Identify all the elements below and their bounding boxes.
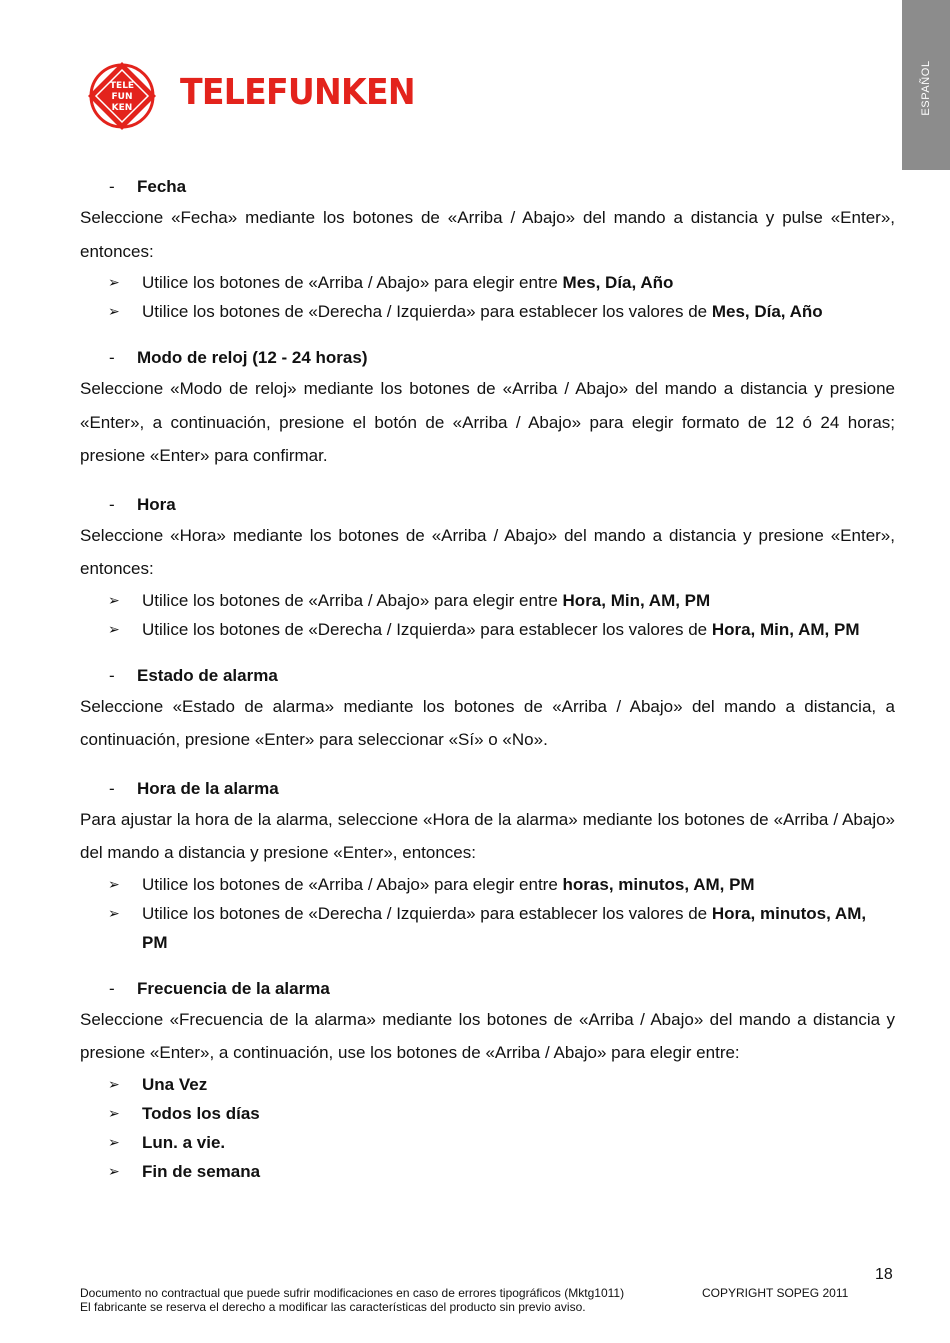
section-title xyxy=(80,173,895,201)
telefunken-emblem-icon xyxy=(84,58,164,134)
section-gap xyxy=(80,644,895,662)
section-title-text: Modo de reloj (12 - 24 horas) xyxy=(137,348,368,367)
arrow-bullet-icon: ➢ xyxy=(108,904,120,921)
section-title-text: Estado de alarma xyxy=(137,665,278,685)
section-title-text: Fecha xyxy=(137,177,187,196)
list-item-text: Utilice los botones de «Derecha / Izquierda» para establecer los valores de xyxy=(142,302,712,321)
section-body: Seleccione «Fecha» mediante los botones de «Arriba / Abajo» del mando a distancia y pulse «Enter», entonces: xyxy=(80,208,895,261)
arrow-bullet-icon: ➢ xyxy=(108,1075,120,1092)
section xyxy=(80,662,895,775)
list-item xyxy=(80,1128,895,1157)
section-title-text: Hora xyxy=(137,494,176,514)
footer xyxy=(80,1286,848,1314)
list-item-bold: Hora, minutos, AM, PM xyxy=(142,903,867,952)
list-item-bold: Hora, Min, AM, PM xyxy=(562,590,711,610)
arrow-bullet-icon: ➢ xyxy=(108,591,120,608)
list-item xyxy=(80,1099,895,1128)
list-item-text: Utilice los botones de «Arriba / Abajo» para elegir entre xyxy=(142,874,563,894)
footer-disclaimer-2: El fabricante se reserva el derecho a modificar las características del producto sin previo aviso. xyxy=(80,1300,586,1314)
list-item xyxy=(80,1070,895,1099)
list-item xyxy=(80,615,895,644)
list-item xyxy=(80,1157,895,1186)
section-title-text: Hora de la alarma xyxy=(137,778,279,798)
section-dash: - xyxy=(109,348,115,367)
list-item-bold: Mes, Día, Año xyxy=(562,273,674,292)
document-body xyxy=(80,173,895,1186)
list-item-bold: Hora, Min, AM, PM xyxy=(711,619,860,639)
section-body: Seleccione «Hora» mediante los botones de «Arriba / Abajo» del mando a distancia y presione «Enter», entonces: xyxy=(80,525,895,578)
section-dash: - xyxy=(109,665,115,685)
list-item-bold: Lun. a vie. xyxy=(142,1132,226,1152)
arrow-bullet-icon: ➢ xyxy=(108,875,120,892)
list-item xyxy=(80,268,895,297)
section-dash: - xyxy=(109,177,115,196)
section xyxy=(80,344,895,491)
section-dash: - xyxy=(109,978,115,998)
section-title-text: Frecuencia de la alarma xyxy=(137,978,330,998)
section-title xyxy=(80,344,895,372)
logo-wordmark: TELEFUNKEN xyxy=(180,72,415,113)
section-gap xyxy=(80,757,895,775)
telefunken-logo xyxy=(84,58,415,134)
arrow-bullet-icon: ➢ xyxy=(108,274,120,290)
list-item-bold: Fin de semana xyxy=(142,1161,261,1181)
arrow-bullet-icon: ➢ xyxy=(108,620,120,637)
section-gap xyxy=(80,326,895,344)
arrow-list xyxy=(80,870,895,957)
arrow-list xyxy=(80,1070,895,1186)
emblem-line-1: TELE xyxy=(109,81,135,91)
section-title xyxy=(80,662,895,690)
footer-copyright: COPYRIGHT SOPEG 2011 xyxy=(702,1286,849,1300)
list-item-bold: Una Vez xyxy=(142,1074,208,1094)
section-title xyxy=(80,775,895,803)
list-item xyxy=(80,870,895,899)
arrow-bullet-icon: ➢ xyxy=(108,1162,120,1179)
section-body: Seleccione «Frecuencia de la alarma» mediante los botones de «Arriba / Abajo» del mando a distancia y presione «Enter», a continuación, use los botones de «Arriba / Abajo» para elegir entre: xyxy=(80,1009,895,1062)
arrow-bullet-icon: ➢ xyxy=(108,1133,120,1150)
section xyxy=(80,775,895,975)
page-number: 18 xyxy=(875,1266,893,1283)
section-gap xyxy=(80,473,895,491)
list-item xyxy=(80,586,895,615)
list-item-text: Utilice los botones de «Derecha / Izquierda» para establecer los valores de xyxy=(142,619,712,639)
list-item-text: Utilice los botones de «Arriba / Abajo» para elegir entre xyxy=(142,590,563,610)
section-body: Para ajustar la hora de la alarma, seleccione «Hora de la alarma» mediante los botones de «Arriba / Abajo» del mando a distancia y presione «Enter», entonces: xyxy=(80,809,895,862)
section-dash: - xyxy=(109,778,115,798)
list-item-text: Utilice los botones de «Derecha / Izquierda» para establecer los valores de xyxy=(142,903,712,923)
emblem-line-2: FUN xyxy=(111,92,133,102)
list-item xyxy=(80,297,895,326)
list-item-bold: Mes, Día, Año xyxy=(711,302,823,321)
list-item-bold: horas, minutos, AM, PM xyxy=(562,874,755,894)
footer-disclaimer-1: Documento no contractual que puede sufrir modificaciones en caso de errores tipográficos (Mktg1011) xyxy=(80,1286,625,1300)
emblem-line-3: KEN xyxy=(111,103,133,113)
section-dash: - xyxy=(109,494,115,514)
list-item-bold: Todos los días xyxy=(142,1103,260,1123)
arrow-bullet-icon: ➢ xyxy=(108,1104,120,1121)
list-item xyxy=(80,899,895,957)
section-title xyxy=(80,491,895,519)
section-title xyxy=(80,975,895,1003)
arrow-bullet-icon: ➢ xyxy=(108,303,120,319)
language-tab-label: ESPAÑOL xyxy=(920,60,932,116)
section xyxy=(80,173,895,344)
arrow-list xyxy=(80,586,895,644)
arrow-list xyxy=(80,268,895,326)
section xyxy=(80,491,895,662)
language-tab xyxy=(902,0,950,170)
section xyxy=(80,975,895,1186)
section-gap xyxy=(80,957,895,975)
section-body: Seleccione «Estado de alarma» mediante los botones de «Arriba / Abajo» del mando a distancia, a continuación, presione «Enter» para seleccionar «Sí» o «No». xyxy=(80,696,895,749)
section-body: Seleccione «Modo de reloj» mediante los botones de «Arriba / Abajo» del mando a distancia y presione «Enter», a continuación, presione el botón de «Arriba / Abajo» para elegir formato de 12 ó 24 horas; presione «Enter» para confirmar. xyxy=(80,379,895,465)
list-item-text: Utilice los botones de «Arriba / Abajo» para elegir entre xyxy=(142,273,563,292)
